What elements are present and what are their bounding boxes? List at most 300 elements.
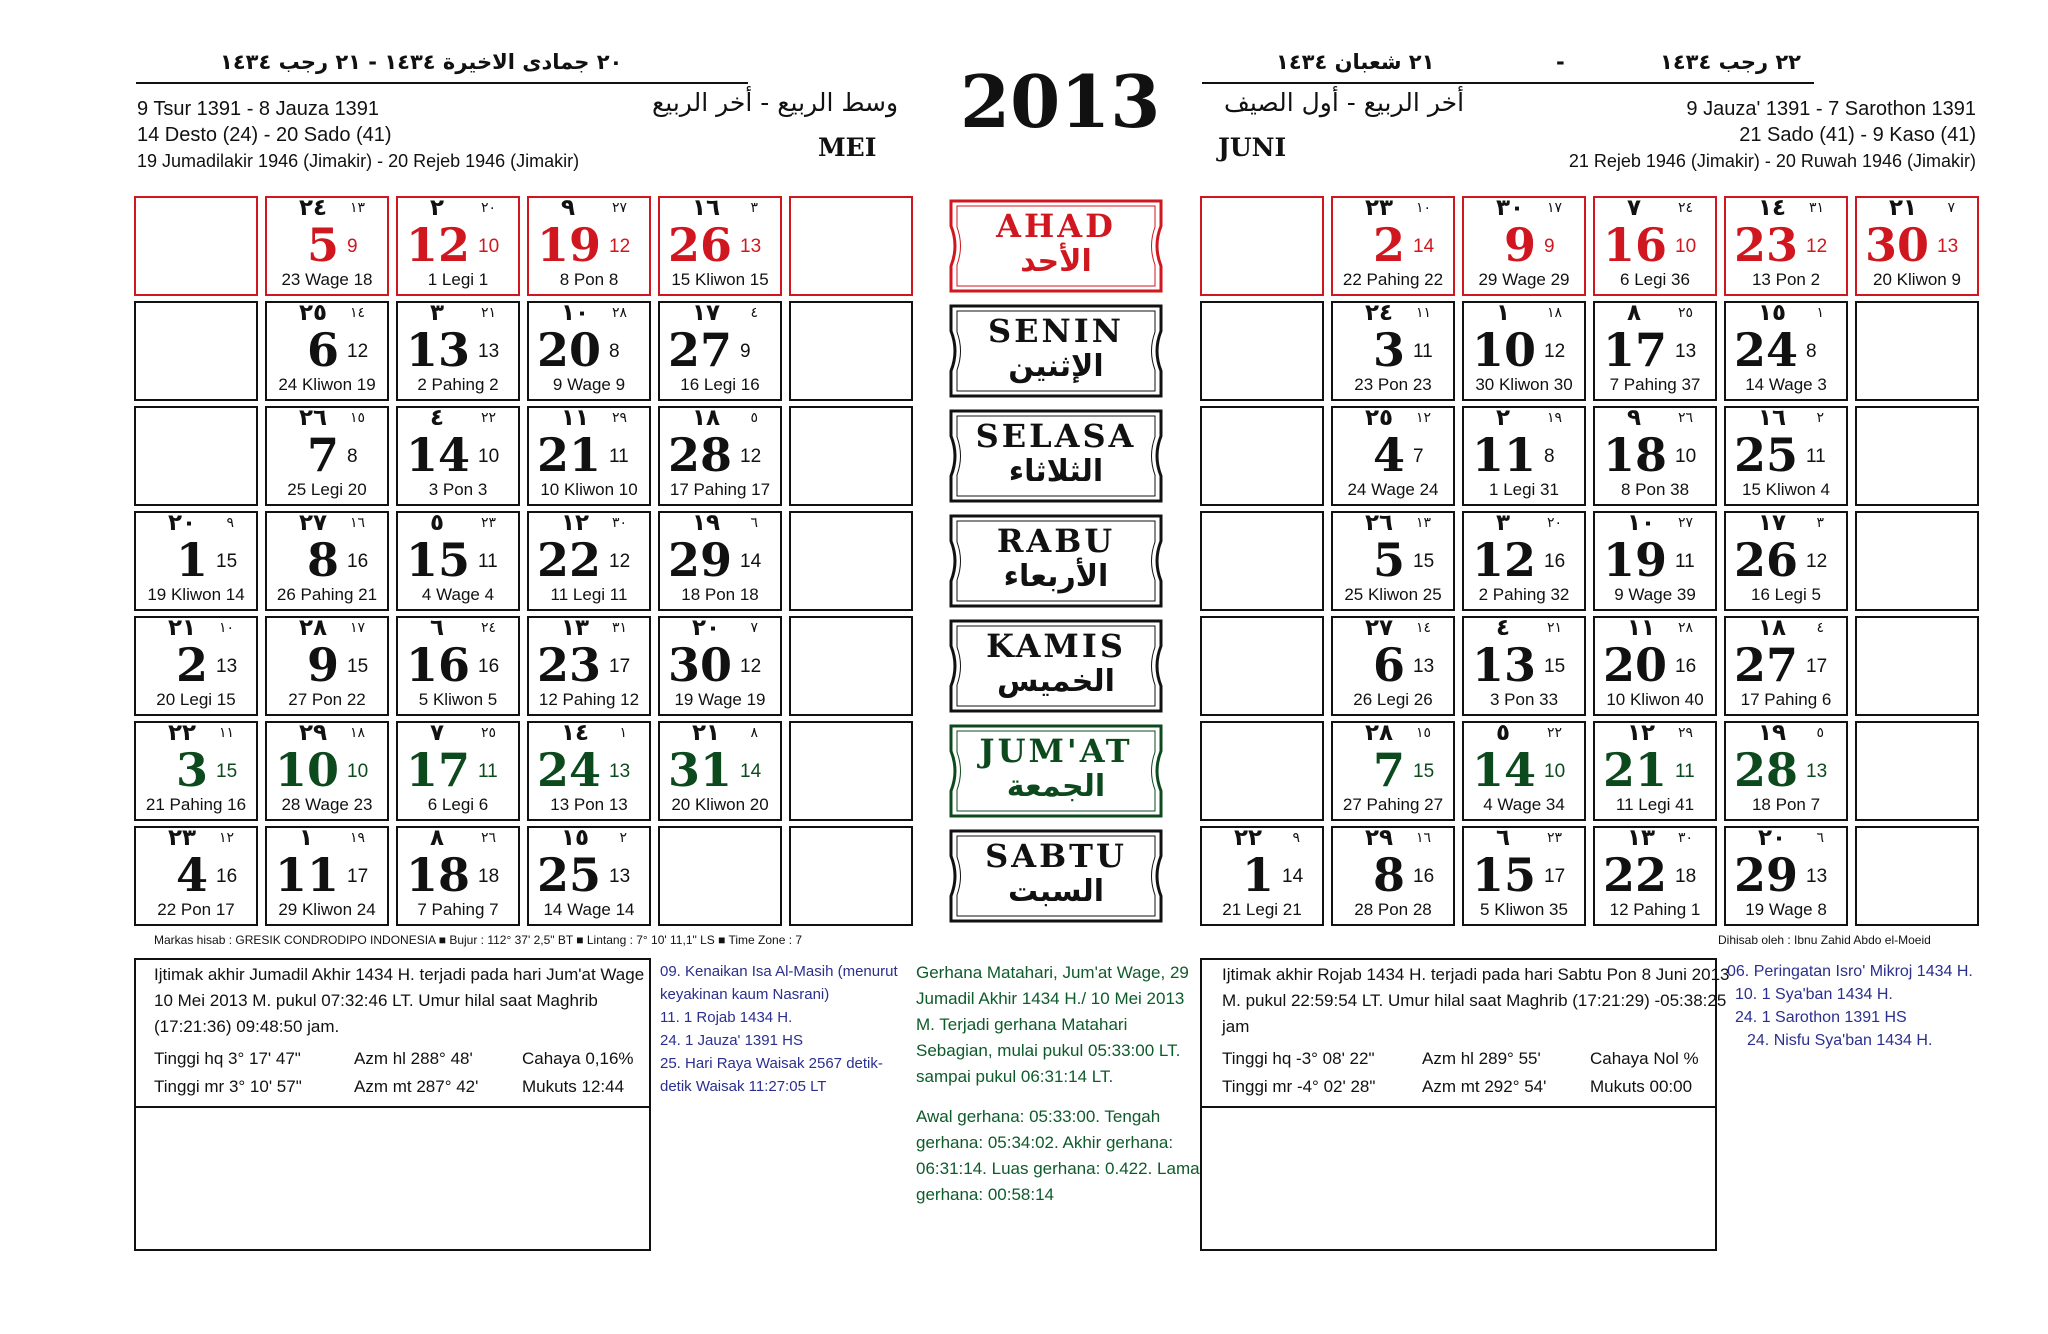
javanese-date: 30 Kliwon 30	[1475, 375, 1573, 394]
javanese-date: 14 Wage 3	[1745, 375, 1827, 394]
pasaran-arabic: ١٩	[692, 510, 721, 536]
gregorian-day: 11	[274, 848, 339, 902]
juni-day-cell	[1593, 511, 1717, 611]
arabic-date: ٤	[750, 305, 758, 321]
eclipse-line: sampai pukul 06:31:14 LT.	[916, 1067, 1114, 1086]
pasaran-arabic: ٩	[561, 195, 576, 221]
secondary-date: 18	[1675, 866, 1697, 887]
gregorian-day: 23	[536, 638, 601, 692]
mei-info-line: 9 Tsur 1391 - 8 Jauza 1391	[137, 98, 380, 120]
gregorian-day: 16	[405, 638, 470, 692]
juni-empty-cell	[1855, 826, 1979, 926]
secondary-date: 12	[609, 236, 631, 257]
gregorian-day: 1	[175, 533, 208, 587]
pasaran-arabic: ٢٧	[1365, 615, 1394, 641]
weekday-label	[941, 511, 1171, 611]
arabic-date: ٢٥	[480, 725, 496, 741]
javanese-date: 5 Kliwon 5	[418, 690, 498, 709]
juni-day-cell	[1855, 196, 1979, 296]
juni-day-cell	[1200, 826, 1324, 926]
gregorian-day: 9	[306, 638, 339, 692]
arabic-date: ٤	[1816, 620, 1824, 636]
weekday-label	[941, 721, 1171, 821]
ijtimak-line: Ijtimak akhir Jumadil Akhir 1434 H. terjadi pada hari Jum'at Wage	[154, 965, 645, 984]
pasaran-arabic: ٢٨	[1365, 720, 1394, 746]
juni-hijri-range-b: ٢١ شعبان ١٤٣٤	[1276, 50, 1435, 74]
pasaran-arabic: ٢	[430, 195, 445, 221]
gregorian-day: 26	[667, 218, 732, 272]
secondary-date: 12	[347, 341, 369, 362]
juni-day-cell	[1331, 721, 1455, 821]
gregorian-day: 11	[1471, 428, 1536, 482]
gregorian-day: 15	[405, 533, 470, 587]
secondary-date: 13	[1413, 656, 1435, 677]
pasaran-arabic: ١٨	[1758, 615, 1787, 641]
pasaran-arabic: ٢٠	[692, 615, 721, 641]
eclipse-line: 06:31:14. Luas gerhana: 0.422. Lama	[916, 1159, 1200, 1178]
juni-empty-cell	[1200, 721, 1324, 821]
mei-empty-cell	[789, 196, 913, 296]
secondary-date: 18	[478, 866, 500, 887]
gregorian-day: 10	[1471, 323, 1536, 377]
gregorian-day: 27	[667, 323, 732, 377]
gregorian-day: 16	[1602, 218, 1667, 272]
footer-markas: Markas hisab : GRESIK CONDRODIPO INDONESIA ■ Bujur : 112° 37' 2,5" BT ■ Lintang : 7° 10' 11,1" LS ■ Time Zone : 7	[154, 933, 803, 947]
events-juni	[1727, 960, 1973, 1052]
event-item: 25. Hari Raya Waisak 2567 detik-	[660, 1055, 883, 1072]
secondary-date: 12	[1806, 236, 1828, 257]
mei-day-cell	[527, 616, 651, 716]
juni-day-cell	[1593, 826, 1717, 926]
juni-month-name: JUNI	[1218, 133, 1287, 162]
mei-month-name: MEI	[818, 133, 877, 162]
gregorian-day: 31	[667, 743, 732, 797]
pasaran-arabic: ٣	[430, 300, 445, 326]
javanese-date: 21 Legi 21	[1222, 900, 1302, 919]
pasaran-arabic: ٢٠	[168, 510, 197, 536]
arabic-date: ١٧	[1546, 200, 1562, 216]
secondary-date: 17	[609, 656, 631, 677]
pasaran-arabic: ١٧	[1758, 510, 1787, 536]
arabic-date: ١٩	[349, 830, 365, 846]
ijtimak-juni-mukuts: Mukuts 00:00	[1590, 1077, 1693, 1096]
pasaran-arabic: ٥	[430, 510, 445, 536]
mei-day-cell	[396, 616, 520, 716]
ijtimak-mei-mr: Tinggi mr 3° 10' 57"	[154, 1077, 302, 1096]
secondary-date: 11	[609, 446, 629, 467]
weekday-label	[941, 616, 1171, 716]
ijtimak-mei-mukuts: Mukuts 12:44	[522, 1077, 625, 1096]
gregorian-day: 28	[1733, 743, 1798, 797]
gregorian-day: 2	[175, 638, 208, 692]
juni-day-cell	[1724, 616, 1848, 716]
gregorian-day: 21	[536, 428, 601, 482]
gregorian-day: 27	[1733, 638, 1798, 692]
arabic-date: ١١	[1415, 305, 1431, 321]
pasaran-arabic: ٨	[1627, 300, 1642, 326]
pasaran-arabic: ٢١	[1889, 195, 1918, 221]
event-item: 24. 1 Sarothon 1391 HS	[1735, 1009, 1907, 1026]
arabic-date: ١٢	[1415, 410, 1431, 426]
weekday-label	[941, 406, 1171, 506]
juni-day-cell	[1331, 616, 1455, 716]
juni-empty-cell	[1855, 406, 1979, 506]
javanese-date: 23 Pon 23	[1354, 375, 1432, 394]
secondary-date: 8	[1544, 446, 1555, 467]
arabic-date: ٩	[226, 515, 234, 531]
gregorian-day: 28	[667, 428, 732, 482]
javanese-date: 3 Pon 3	[428, 480, 488, 499]
mei-info-line: 19 Jumadilakir 1946 (Jimakir) - 20 Rejeb 1946 (Jimakir)	[137, 151, 580, 171]
pasaran-arabic: ٤	[1496, 615, 1511, 641]
javanese-date: 27 Pahing 27	[1342, 795, 1444, 814]
pasaran-arabic: ١٥	[1758, 300, 1787, 326]
juni-day-cell	[1593, 196, 1717, 296]
pasaran-arabic: ١٦	[1758, 405, 1787, 431]
event-item: detik Waisak 11:27:05 LT	[660, 1078, 827, 1095]
weekday-arabic: الخميس	[997, 664, 1115, 699]
pasaran-arabic: ١١	[561, 405, 590, 431]
weekday-label	[941, 301, 1171, 401]
juni-empty-cell	[1200, 406, 1324, 506]
javanese-date: 2 Pahing 32	[1478, 585, 1570, 604]
arabic-date: ١١	[218, 725, 234, 741]
javanese-date: 19 Wage 8	[1745, 900, 1827, 919]
pasaran-arabic: ٦	[430, 615, 445, 641]
pasaran-arabic: ٢١	[692, 720, 721, 746]
mei-day-cell	[527, 826, 651, 926]
gregorian-day: 14	[405, 428, 470, 482]
juni-day-cell	[1593, 721, 1717, 821]
gregorian-day: 29	[1733, 848, 1798, 902]
arabic-date: ٣	[750, 200, 758, 216]
juni-day-cell	[1331, 826, 1455, 926]
weekday-label	[941, 196, 1171, 296]
javanese-date: 1 Legi 31	[1489, 480, 1559, 499]
pasaran-arabic: ٢٨	[299, 615, 328, 641]
javanese-date: 18 Pon 18	[681, 585, 759, 604]
gregorian-day: 10	[274, 743, 339, 797]
juni-day-cell	[1462, 406, 1586, 506]
footer-author: Dihisab oleh : Ibnu Zahid Abdo el-Moeid	[1718, 933, 1931, 947]
javanese-date: 10 Kliwon 10	[540, 480, 638, 499]
arabic-date: ٢٢	[1546, 725, 1562, 741]
arabic-date: ١٨	[1546, 305, 1562, 321]
arabic-date: ١٣	[1415, 515, 1431, 531]
arabic-date: ٢٥	[1677, 305, 1693, 321]
juni-hijri-dash: -	[1556, 50, 1565, 74]
arabic-date: ١٥	[349, 410, 365, 426]
arabic-date: ٢٣	[480, 515, 496, 531]
secondary-date: 16	[478, 656, 500, 677]
gregorian-day: 25	[536, 848, 601, 902]
arabic-date: ٧	[750, 620, 758, 636]
javanese-date: 25 Legi 20	[287, 480, 367, 499]
pasaran-arabic: ٧	[430, 720, 445, 746]
pasaran-arabic: ٩	[1627, 405, 1642, 431]
juni-info-line: 9 Jauza' 1391 - 7 Sarothon 1391	[1686, 98, 1976, 120]
gregorian-day: 26	[1733, 533, 1798, 587]
javanese-date: 13 Pon 2	[1751, 270, 1821, 289]
weekday-latin: SENIN	[988, 312, 1124, 350]
javanese-date: 29 Wage 29	[1478, 270, 1570, 289]
secondary-date: 11	[478, 551, 498, 572]
gregorian-day: 25	[1733, 428, 1798, 482]
gregorian-day: 7	[1372, 743, 1405, 797]
secondary-date: 15	[216, 761, 238, 782]
arabic-date: ١٧	[349, 620, 365, 636]
gregorian-day: 22	[1602, 848, 1667, 902]
secondary-date: 8	[1806, 341, 1817, 362]
gregorian-day: 8	[306, 533, 339, 587]
javanese-date: 25 Kliwon 25	[1344, 585, 1442, 604]
arabic-date: ٢٦	[1677, 410, 1693, 426]
gregorian-day: 9	[1503, 218, 1536, 272]
pasaran-arabic: ٢٩	[1365, 825, 1394, 851]
juni-empty-cell	[1855, 616, 1979, 716]
secondary-date: 14	[1282, 866, 1304, 887]
mei-empty-cell	[658, 826, 782, 926]
mei-day-cell	[396, 406, 520, 506]
mei-day-cell	[658, 301, 782, 401]
secondary-date: 15	[347, 656, 369, 677]
mei-day-cell	[658, 406, 782, 506]
mei-day-cell	[396, 301, 520, 401]
gregorian-day: 13	[1471, 638, 1536, 692]
arabic-date: ٥	[1816, 725, 1824, 741]
secondary-date: 17	[1544, 866, 1566, 887]
secondary-date: 10	[347, 761, 369, 782]
javanese-date: 26 Legi 26	[1353, 690, 1433, 709]
javanese-date: 2 Pahing 2	[417, 375, 499, 394]
arabic-date: ١٦	[1415, 830, 1431, 846]
javanese-date: 11 Legi 41	[1615, 795, 1695, 814]
mei-day-cell	[265, 301, 389, 401]
pasaran-arabic: ١	[299, 825, 314, 851]
javanese-date: 15 Kliwon 4	[1742, 480, 1830, 499]
secondary-date: 17	[347, 866, 369, 887]
notes-juni-box	[1200, 1106, 1717, 1251]
juni-day-cell	[1331, 301, 1455, 401]
pasaran-arabic: ٢٠	[1758, 825, 1787, 851]
pasaran-arabic: ٢٤	[299, 195, 328, 221]
eclipse-line: gerhana: 05:34:02. Akhir gerhana:	[916, 1133, 1174, 1152]
pasaran-arabic: ٦	[1496, 825, 1511, 851]
ijtimak-line: jam	[1222, 1017, 1250, 1036]
weekday-latin: SABTU	[985, 837, 1127, 875]
gregorian-day: 23	[1733, 218, 1798, 272]
pasaran-arabic: ١	[1496, 300, 1511, 326]
secondary-date: 11	[1675, 761, 1695, 782]
pasaran-arabic: ١٥	[561, 825, 590, 851]
juni-day-cell	[1331, 406, 1455, 506]
arabic-date: ٢٩	[611, 410, 627, 426]
gregorian-day: 5	[1372, 533, 1405, 587]
juni-day-cell	[1331, 196, 1455, 296]
ijtimak-mei-cahaya: Cahaya 0,16%	[522, 1049, 634, 1068]
arabic-date: ٢٠	[480, 200, 496, 216]
javanese-date: 29 Kliwon 24	[278, 900, 376, 919]
pasaran-arabic: ٣٠	[1496, 195, 1525, 221]
year-title: 2013	[960, 59, 1161, 144]
mei-info	[137, 96, 579, 174]
juni-info-line: 21 Sado (41) - 9 Kaso (41)	[1739, 124, 1976, 146]
pasaran-arabic: ١٢	[1627, 720, 1656, 746]
gregorian-day: 30	[1864, 218, 1929, 272]
secondary-date: 16	[216, 866, 238, 887]
ijtimak-juni-azmhl: Azm hl 289° 55'	[1422, 1049, 1541, 1068]
secondary-date: 9	[1544, 236, 1555, 257]
mei-info-line: 14 Desto (24) - 20 Sado (41)	[137, 124, 392, 146]
weekday-latin: RABU	[996, 522, 1116, 560]
javanese-date: 15 Kliwon 15	[671, 270, 769, 289]
weekday-latin: SELASA	[975, 417, 1137, 455]
mei-day-cell	[527, 406, 651, 506]
secondary-date: 11	[1413, 341, 1433, 362]
juni-day-cell	[1593, 616, 1717, 716]
event-item: 10. 1 Sya'ban 1434 H.	[1735, 986, 1893, 1003]
javanese-date: 22 Pahing 22	[1342, 270, 1444, 289]
juni-empty-cell	[1855, 301, 1979, 401]
gregorian-day: 2	[1372, 218, 1405, 272]
weekday-arabic: الجمعة	[1006, 769, 1106, 804]
pasaran-arabic: ٢٥	[299, 300, 328, 326]
arabic-date: ٢٠	[1546, 515, 1562, 531]
secondary-date: 9	[347, 236, 358, 257]
ijtimak-line: (17:21:36) 09:48:50 jam.	[154, 1017, 340, 1036]
javanese-date: 19 Wage 19	[674, 690, 766, 709]
javanese-date: 19 Kliwon 14	[147, 585, 245, 604]
mei-day-cell	[396, 721, 520, 821]
gregorian-day: 30	[667, 638, 732, 692]
mei-empty-cell	[134, 406, 258, 506]
gregorian-day: 6	[306, 323, 339, 377]
gregorian-day: 20	[1602, 638, 1667, 692]
arabic-date: ٢٨	[611, 305, 627, 321]
events-mei	[660, 960, 898, 1098]
ijtimak-juni-text	[1222, 962, 1729, 1040]
juni-empty-cell	[1855, 721, 1979, 821]
gregorian-day: 21	[1602, 743, 1667, 797]
pasaran-arabic: ١٢	[561, 510, 590, 536]
secondary-date: 13	[1806, 866, 1828, 887]
mei-hijri-range: ٢٠ جمادى الاخيرة ١٤٣٤ - ٢١ رجب ١٤٣٤	[220, 50, 623, 74]
arabic-date: ٢	[1816, 410, 1824, 426]
mei-empty-cell	[134, 196, 258, 296]
gregorian-day: 14	[1471, 743, 1536, 797]
ijtimak-mei-text	[154, 962, 644, 1040]
arabic-date: ١٥	[1415, 725, 1431, 741]
javanese-date: 6 Legi 36	[1620, 270, 1690, 289]
pasaran-arabic: ١٩	[1758, 720, 1787, 746]
secondary-date: 12	[1544, 341, 1566, 362]
pasaran-arabic: ١٠	[1627, 510, 1656, 536]
mei-day-cell	[265, 406, 389, 506]
juni-header-rule	[1202, 82, 1814, 84]
javanese-date: 20 Kliwon 9	[1873, 270, 1961, 289]
secondary-date: 14	[1413, 236, 1435, 257]
gregorian-day: 8	[1372, 848, 1405, 902]
mei-empty-cell	[789, 511, 913, 611]
secondary-date: 14	[740, 761, 762, 782]
ijtimak-mei-azmmt: Azm mt 287° 42'	[354, 1077, 479, 1096]
ijtimak-mei-hq: Tinggi hq 3° 17' 47"	[154, 1049, 301, 1068]
gregorian-day: 18	[1602, 428, 1667, 482]
juni-day-cell	[1724, 301, 1848, 401]
secondary-date: 16	[1544, 551, 1566, 572]
javanese-date: 12 Pahing 1	[1609, 900, 1701, 919]
pasaran-arabic: ١٤	[1758, 195, 1787, 221]
gregorian-day: 19	[1602, 533, 1667, 587]
gregorian-day: 1	[1241, 848, 1274, 902]
secondary-date: 10	[1544, 761, 1566, 782]
javanese-date: 6 Legi 6	[427, 795, 489, 814]
secondary-date: 7	[1413, 446, 1424, 467]
secondary-date: 13	[216, 656, 238, 677]
eclipse-line: M. Terjadi gerhana Matahari	[916, 1015, 1128, 1034]
ijtimak-line: M. pukul 22:59:54 LT. Umur hilal saat Maghrib (17:21:29) -05:38:25	[1222, 991, 1727, 1010]
arabic-date: ٣١	[611, 620, 627, 636]
secondary-date: 13	[1806, 761, 1828, 782]
arabic-date: ١٤	[349, 305, 365, 321]
javanese-date: 16 Legi 5	[1751, 585, 1821, 604]
event-item: 06. Peringatan Isro' Mikroj 1434 H.	[1727, 963, 1973, 980]
pasaran-arabic: ١٦	[692, 195, 721, 221]
secondary-date: 16	[1413, 866, 1435, 887]
weekday-arabic: السبت	[1007, 874, 1105, 909]
arabic-date: ١٦	[349, 515, 365, 531]
eclipse-line: Sebagian, mulai pukul 05:33:00 LT.	[916, 1041, 1181, 1060]
javanese-date: 9 Wage 9	[552, 375, 626, 394]
mei-day-cell	[527, 301, 651, 401]
pasaran-arabic: ٧	[1627, 195, 1642, 221]
arabic-date: ٢٣	[1546, 830, 1562, 846]
mei-day-cell	[134, 616, 258, 716]
arabic-date: ٣٠	[611, 515, 627, 531]
mei-day-cell	[396, 196, 520, 296]
pasaran-arabic: ٢٣	[168, 825, 197, 851]
mei-empty-cell	[789, 721, 913, 821]
mei-empty-cell	[789, 406, 913, 506]
secondary-date: 13	[740, 236, 762, 257]
arabic-date: ٨	[750, 725, 758, 741]
javanese-date: 10 Kliwon 40	[1606, 690, 1704, 709]
ijtimak-line: Ijtimak akhir Rojab 1434 H. terjadi pada hari Sabtu Pon 8 Juni 2013	[1222, 965, 1730, 984]
mei-day-cell	[527, 511, 651, 611]
juni-empty-cell	[1200, 511, 1324, 611]
gregorian-day: 3	[175, 743, 208, 797]
mei-empty-cell	[134, 301, 258, 401]
mei-day-cell	[396, 826, 520, 926]
javanese-date: 28 Wage 23	[281, 795, 373, 814]
pasaran-arabic: ٢٩	[299, 720, 328, 746]
arabic-date: ٢٨	[1677, 620, 1693, 636]
mei-header-rule	[136, 82, 748, 84]
juni-day-cell	[1724, 721, 1848, 821]
eclipse-info	[916, 960, 1200, 1208]
secondary-date: 16	[347, 551, 369, 572]
arabic-date: ١٤	[1415, 620, 1431, 636]
mei-season: وسط الربيع - أخر الربيع	[652, 88, 899, 117]
eclipse-line: Jumadil Akhir 1434 H./ 10 Mei 2013	[916, 989, 1185, 1008]
mei-day-cell	[265, 721, 389, 821]
gregorian-day: 13	[405, 323, 470, 377]
weekday-latin: JUM'AT	[979, 732, 1133, 770]
pasaran-arabic: ٢٤	[1365, 300, 1394, 326]
weekday-latin: KAMIS	[986, 627, 1126, 665]
arabic-date: ٢٩	[1677, 725, 1693, 741]
javanese-date: 12 Pahing 12	[538, 690, 640, 709]
